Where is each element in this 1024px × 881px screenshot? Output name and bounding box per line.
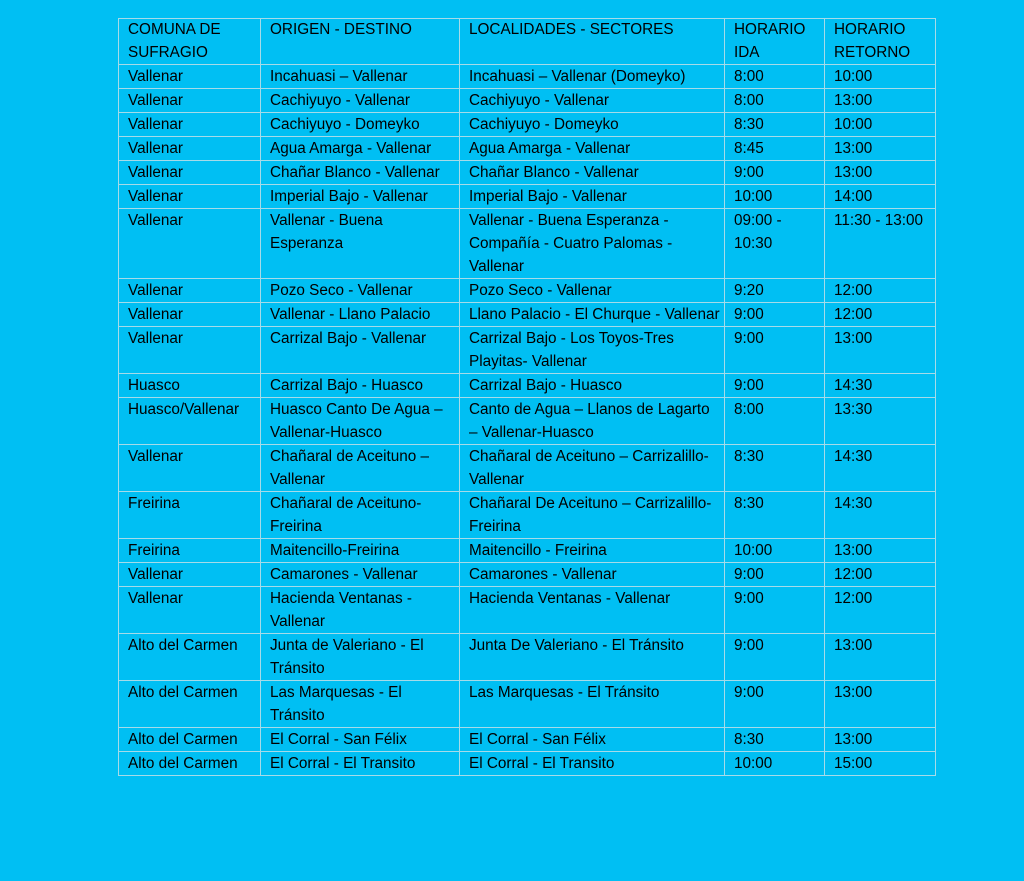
table-row <box>119 65 936 89</box>
cell-origen-destino: Hacienda Ventanas - Vallenar <box>261 587 460 634</box>
cell-origen-destino: Chañaral de Aceituno – Vallenar <box>261 445 460 492</box>
table-row <box>119 445 936 492</box>
cell-horario-ida: 8:30 <box>725 492 825 539</box>
cell-horario-ida: 8:00 <box>725 65 825 89</box>
cell-horario-ida: 8:00 <box>725 89 825 113</box>
cell-horario-ida: 8:30 <box>725 113 825 137</box>
cell-horario-ida: 9:00 <box>725 327 825 374</box>
table-body <box>119 19 936 776</box>
cell-origen-destino: Vallenar - Buena Esperanza <box>261 209 460 279</box>
cell-comuna: Vallenar <box>119 563 261 587</box>
cell-localidades: Cachiyuyo - Vallenar <box>460 89 725 113</box>
table-row <box>119 89 936 113</box>
table-row <box>119 587 936 634</box>
table-row <box>119 563 936 587</box>
table-row <box>119 185 936 209</box>
cell-horario-retorno: 10:00 <box>825 113 936 137</box>
cell-comuna: Huasco/Vallenar <box>119 398 261 445</box>
cell-horario-retorno: 14:30 <box>825 445 936 492</box>
cell-horario-retorno: 12:00 <box>825 563 936 587</box>
cell-localidades: Llano Palacio - El Churque - Vallenar <box>460 303 725 327</box>
table-row <box>119 634 936 681</box>
cell-horario-retorno: 12:00 <box>825 279 936 303</box>
cell-comuna: Alto del Carmen <box>119 752 261 776</box>
cell-localidades: Pozo Seco - Vallenar <box>460 279 725 303</box>
cell-horario-retorno: 13:00 <box>825 89 936 113</box>
cell-origen-destino: Chañaral de Aceituno-Freirina <box>261 492 460 539</box>
cell-comuna: Vallenar <box>119 327 261 374</box>
cell-comuna: Vallenar <box>119 209 261 279</box>
cell-localidades: El Corral - El Transito <box>460 752 725 776</box>
cell-comuna: Vallenar <box>119 65 261 89</box>
cell-horario-ida: 8:30 <box>725 728 825 752</box>
table-row <box>119 681 936 728</box>
cell-comuna: Freirina <box>119 539 261 563</box>
cell-horario-retorno: 13:00 <box>825 681 936 728</box>
cell-horario-retorno: 13:00 <box>825 539 936 563</box>
table-row <box>119 137 936 161</box>
cell-horario-retorno: 14:00 <box>825 185 936 209</box>
cell-comuna: Alto del Carmen <box>119 634 261 681</box>
cell-localidades: Vallenar - Buena Esperanza - Compañía - Cuatro Palomas - Vallenar <box>460 209 725 279</box>
cell-horario-ida: 9:00 <box>725 587 825 634</box>
cell-horario-retorno: 15:00 <box>825 752 936 776</box>
cell-comuna: Vallenar <box>119 303 261 327</box>
cell-origen-destino: Cachiyuyo - Vallenar <box>261 89 460 113</box>
cell-horario-retorno: 11:30 - 13:00 <box>825 209 936 279</box>
cell-comuna: Vallenar <box>119 279 261 303</box>
cell-horario-ida: 9:00 <box>725 563 825 587</box>
cell-horario-retorno: 12:00 <box>825 587 936 634</box>
cell-comuna: Huasco <box>119 374 261 398</box>
cell-localidades: El Corral - San Félix <box>460 728 725 752</box>
cell-origen-destino: Maitencillo-Freirina <box>261 539 460 563</box>
cell-horario-retorno: 10:00 <box>825 65 936 89</box>
cell-horario-ida: 10:00 <box>725 539 825 563</box>
cell-origen-destino: Carrizal Bajo - Vallenar <box>261 327 460 374</box>
cell-origen-destino: Incahuasi – Vallenar <box>261 65 460 89</box>
bus-schedule-table <box>118 18 936 776</box>
cell-horario-ida: 8:45 <box>725 137 825 161</box>
cell-horario-retorno: 12:00 <box>825 303 936 327</box>
cell-localidades: Maitencillo - Freirina <box>460 539 725 563</box>
cell-localidades: Hacienda Ventanas - Vallenar <box>460 587 725 634</box>
cell-comuna: Vallenar <box>119 113 261 137</box>
cell-horario-ida: 9:00 <box>725 634 825 681</box>
cell-horario-ida: 9:00 <box>725 681 825 728</box>
cell-comuna: Vallenar <box>119 89 261 113</box>
cell-horario-retorno: 13:00 <box>825 728 936 752</box>
cell-horario-retorno: 13:30 <box>825 398 936 445</box>
header-localidades: LOCALIDADES - SECTORES <box>460 19 725 65</box>
cell-horario-ida: 8:30 <box>725 445 825 492</box>
cell-horario-retorno: 13:00 <box>825 634 936 681</box>
cell-origen-destino: Pozo Seco - Vallenar <box>261 279 460 303</box>
cell-origen-destino: Cachiyuyo - Domeyko <box>261 113 460 137</box>
cell-origen-destino: Junta de Valeriano - El Tránsito <box>261 634 460 681</box>
cell-origen-destino: El Corral - El Transito <box>261 752 460 776</box>
cell-comuna: Vallenar <box>119 185 261 209</box>
table-row <box>119 209 936 279</box>
table-row <box>119 113 936 137</box>
cell-horario-ida: 8:00 <box>725 398 825 445</box>
cell-origen-destino: Huasco Canto De Agua – Vallenar-Huasco <box>261 398 460 445</box>
cell-horario-ida: 09:00 - 10:30 <box>725 209 825 279</box>
table-header-row <box>119 19 936 65</box>
table-row <box>119 752 936 776</box>
table-row <box>119 303 936 327</box>
cell-origen-destino: Imperial Bajo - Vallenar <box>261 185 460 209</box>
cell-origen-destino: Vallenar - Llano Palacio <box>261 303 460 327</box>
cell-horario-retorno: 13:00 <box>825 161 936 185</box>
cell-localidades: Incahuasi – Vallenar (Domeyko) <box>460 65 725 89</box>
table-row <box>119 161 936 185</box>
cell-horario-retorno: 14:30 <box>825 492 936 539</box>
cell-localidades: Cachiyuyo - Domeyko <box>460 113 725 137</box>
table-row <box>119 492 936 539</box>
cell-origen-destino: Carrizal Bajo - Huasco <box>261 374 460 398</box>
cell-localidades: Carrizal Bajo - Los Toyos-Tres Playitas- Vallenar <box>460 327 725 374</box>
table-row <box>119 728 936 752</box>
cell-comuna: Freirina <box>119 492 261 539</box>
cell-localidades: Chañaral de Aceituno – Carrizalillo-Vallenar <box>460 445 725 492</box>
cell-localidades: Carrizal Bajo - Huasco <box>460 374 725 398</box>
cell-horario-ida: 9:00 <box>725 374 825 398</box>
table-row <box>119 327 936 374</box>
cell-localidades: Canto de Agua – Llanos de Lagarto – Vallenar-Huasco <box>460 398 725 445</box>
cell-localidades: Las Marquesas - El Tránsito <box>460 681 725 728</box>
cell-horario-ida: 10:00 <box>725 752 825 776</box>
cell-origen-destino: Chañar Blanco - Vallenar <box>261 161 460 185</box>
cell-localidades: Agua Amarga - Vallenar <box>460 137 725 161</box>
table-row <box>119 398 936 445</box>
cell-comuna: Alto del Carmen <box>119 681 261 728</box>
cell-origen-destino: El Corral - San Félix <box>261 728 460 752</box>
cell-origen-destino: Camarones - Vallenar <box>261 563 460 587</box>
table-row <box>119 374 936 398</box>
cell-origen-destino: Agua Amarga - Vallenar <box>261 137 460 161</box>
cell-localidades: Chañar Blanco - Vallenar <box>460 161 725 185</box>
header-origen-destino: ORIGEN - DESTINO <box>261 19 460 65</box>
cell-horario-retorno: 13:00 <box>825 327 936 374</box>
cell-comuna: Vallenar <box>119 587 261 634</box>
cell-localidades: Chañaral De Aceituno – Carrizalillo-Freirina <box>460 492 725 539</box>
cell-horario-ida: 9:00 <box>725 161 825 185</box>
cell-horario-retorno: 14:30 <box>825 374 936 398</box>
cell-horario-ida: 9:20 <box>725 279 825 303</box>
cell-horario-ida: 10:00 <box>725 185 825 209</box>
header-horario-retorno: HORARIO RETORNO <box>825 19 936 65</box>
cell-comuna: Vallenar <box>119 445 261 492</box>
header-horario-ida: HORARIO IDA <box>725 19 825 65</box>
cell-horario-retorno: 13:00 <box>825 137 936 161</box>
table-row <box>119 539 936 563</box>
cell-origen-destino: Las Marquesas - El Tránsito <box>261 681 460 728</box>
cell-comuna: Alto del Carmen <box>119 728 261 752</box>
cell-comuna: Vallenar <box>119 161 261 185</box>
cell-localidades: Camarones - Vallenar <box>460 563 725 587</box>
cell-comuna: Vallenar <box>119 137 261 161</box>
cell-localidades: Junta De Valeriano - El Tránsito <box>460 634 725 681</box>
header-comuna: COMUNA DE SUFRAGIO <box>119 19 261 65</box>
table-row <box>119 279 936 303</box>
cell-localidades: Imperial Bajo - Vallenar <box>460 185 725 209</box>
cell-horario-ida: 9:00 <box>725 303 825 327</box>
